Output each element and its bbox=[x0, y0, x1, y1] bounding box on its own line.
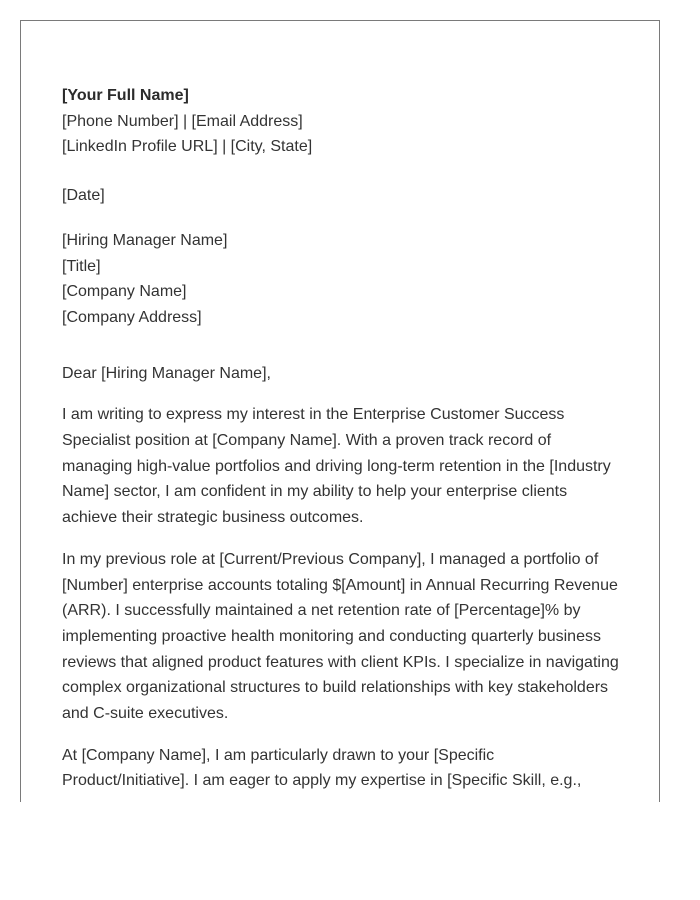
recipient-address: [Company Address] bbox=[62, 308, 202, 326]
paragraph-3 bbox=[62, 743, 627, 794]
letter-date: [Date] bbox=[62, 187, 105, 205]
paragraph-line: Specialist position at [Company Name]. With a proven track record of bbox=[62, 432, 552, 450]
paragraph-line: I am writing to express my interest in the Enterprise Customer Success bbox=[62, 406, 565, 424]
letter-body bbox=[62, 83, 627, 794]
recipient-block bbox=[62, 228, 627, 331]
paragraph-line: At [Company Name], I am particularly drawn to your [Specific bbox=[62, 746, 495, 764]
paragraph-line: and C-suite executives. bbox=[62, 705, 229, 723]
paragraph-line: In my previous role at [Current/Previous Company], I managed a portfolio of bbox=[62, 550, 599, 568]
sender-full-name: [Your Full Name] bbox=[62, 87, 189, 104]
paragraph-line: [Number] enterprise accounts totaling $[Amount] in Annual Recurring Revenue bbox=[62, 576, 618, 594]
paragraph-line: implementing proactive health monitoring and conducting quarterly business bbox=[62, 627, 601, 645]
document-page bbox=[20, 20, 660, 802]
paragraph-line: (ARR). I successfully maintained a net retention rate of [Percentage]% by bbox=[62, 602, 581, 620]
paragraph-line: managing high-value portfolios and driving long-term retention in the [Industry bbox=[62, 457, 611, 475]
spacer bbox=[62, 209, 627, 228]
sender-contact-line-1: [Phone Number] | [Email Address] bbox=[62, 112, 303, 130]
paragraph-line: Product/Initiative]. I am eager to apply my expertise in [Specific Skill, e.g., bbox=[62, 772, 582, 790]
paragraph-line: reviews that aligned product features with client KPIs. I specialize in navigating bbox=[62, 653, 619, 671]
spacer bbox=[62, 531, 627, 547]
recipient-name: [Hiring Manager Name] bbox=[62, 231, 228, 249]
paragraph-1 bbox=[62, 402, 627, 531]
spacer bbox=[62, 386, 627, 402]
spacer bbox=[62, 160, 627, 183]
spacer bbox=[62, 727, 627, 743]
sender-contact-line-2: [LinkedIn Profile URL] | [City, State] bbox=[62, 138, 313, 156]
paragraph-line: achieve their strategic business outcomes. bbox=[62, 509, 364, 527]
paragraph-line: Name] sector, I am confident in my ability to help your enterprise clients bbox=[62, 483, 568, 501]
paragraph-2 bbox=[62, 547, 627, 727]
sender-header bbox=[62, 83, 627, 160]
paragraph-line: complex organizational structures to build relationships with key stakeholders bbox=[62, 679, 609, 697]
spacer bbox=[62, 331, 627, 361]
recipient-company: [Company Name] bbox=[62, 283, 187, 301]
salutation: Dear [Hiring Manager Name], bbox=[62, 364, 271, 382]
recipient-title: [Title] bbox=[62, 257, 101, 275]
